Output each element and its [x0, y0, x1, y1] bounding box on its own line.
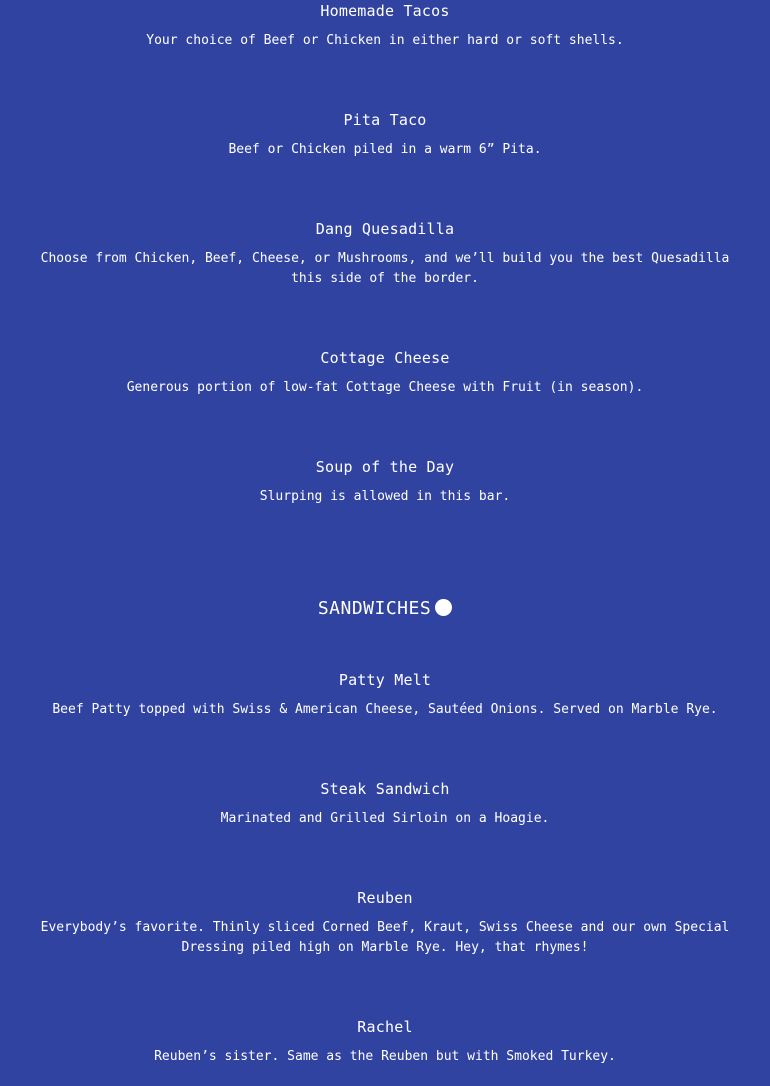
menu-item-patty-melt — [0, 670, 770, 720]
menu-item-description: Slurping is allowed in this bar. — [259, 489, 511, 504]
menu-item-name: Homemade Tacos — [320, 2, 450, 20]
menu-item-description: Beef or Chicken piled in a warm 6” Pita. — [228, 142, 542, 157]
section-heading-sandwiches — [0, 597, 770, 621]
menu-item-cottage-cheese — [0, 348, 770, 398]
menu-item-description: Choose from Chicken, Beef, Cheese, or Mushrooms, and we’ll build you the best Quesadilla this side of the border. — [40, 251, 730, 286]
menu-item-rachel — [0, 1017, 770, 1067]
section-title: SANDWICHES — [317, 598, 432, 619]
menu-item-reuben — [0, 888, 770, 958]
menu-item-description: Everybody’s favorite. Thinly sliced Corned Beef, Kraut, Swiss Cheese and our own Special Dressing piled high on Marble Rye. Hey, that rhymes! — [40, 920, 730, 955]
menu-item-description: Marinated and Grilled Sirloin on a Hoagie. — [220, 811, 550, 826]
menu-item-name: Cottage Cheese — [320, 349, 450, 367]
circle-dot-icon — [435, 599, 452, 616]
menu-item-name: Reuben — [357, 889, 413, 907]
menu-item-steak-sandwich — [0, 779, 770, 829]
menu-item-name: Rachel — [357, 1018, 413, 1036]
menu-item-soup-of-the-day — [0, 457, 770, 507]
menu-item-name: Dang Quesadilla — [315, 220, 455, 238]
menu-item-name: Steak Sandwich — [320, 780, 450, 798]
menu-item-name: Pita Taco — [343, 111, 427, 129]
menu-item-description: Your choice of Beef or Chicken in either hard or soft shells. — [146, 33, 624, 48]
menu-item-name: Patty Melt — [338, 671, 432, 689]
menu-item-description: Reuben’s sister. Same as the Reuben but with Smoked Turkey. — [154, 1049, 616, 1064]
menu-item-pita-taco — [0, 110, 770, 160]
menu-item-description: Beef Patty topped with Swiss & American Cheese, Sautéed Onions. Served on Marble Rye. — [52, 702, 718, 717]
menu-item-homemade-tacos — [0, 1, 770, 51]
menu-item-description: Generous portion of low-fat Cottage Cheese with Fruit (in season). — [126, 380, 644, 395]
menu-item-dang-quesadilla — [0, 219, 770, 289]
menu-item-name: Soup of the Day — [315, 458, 455, 476]
